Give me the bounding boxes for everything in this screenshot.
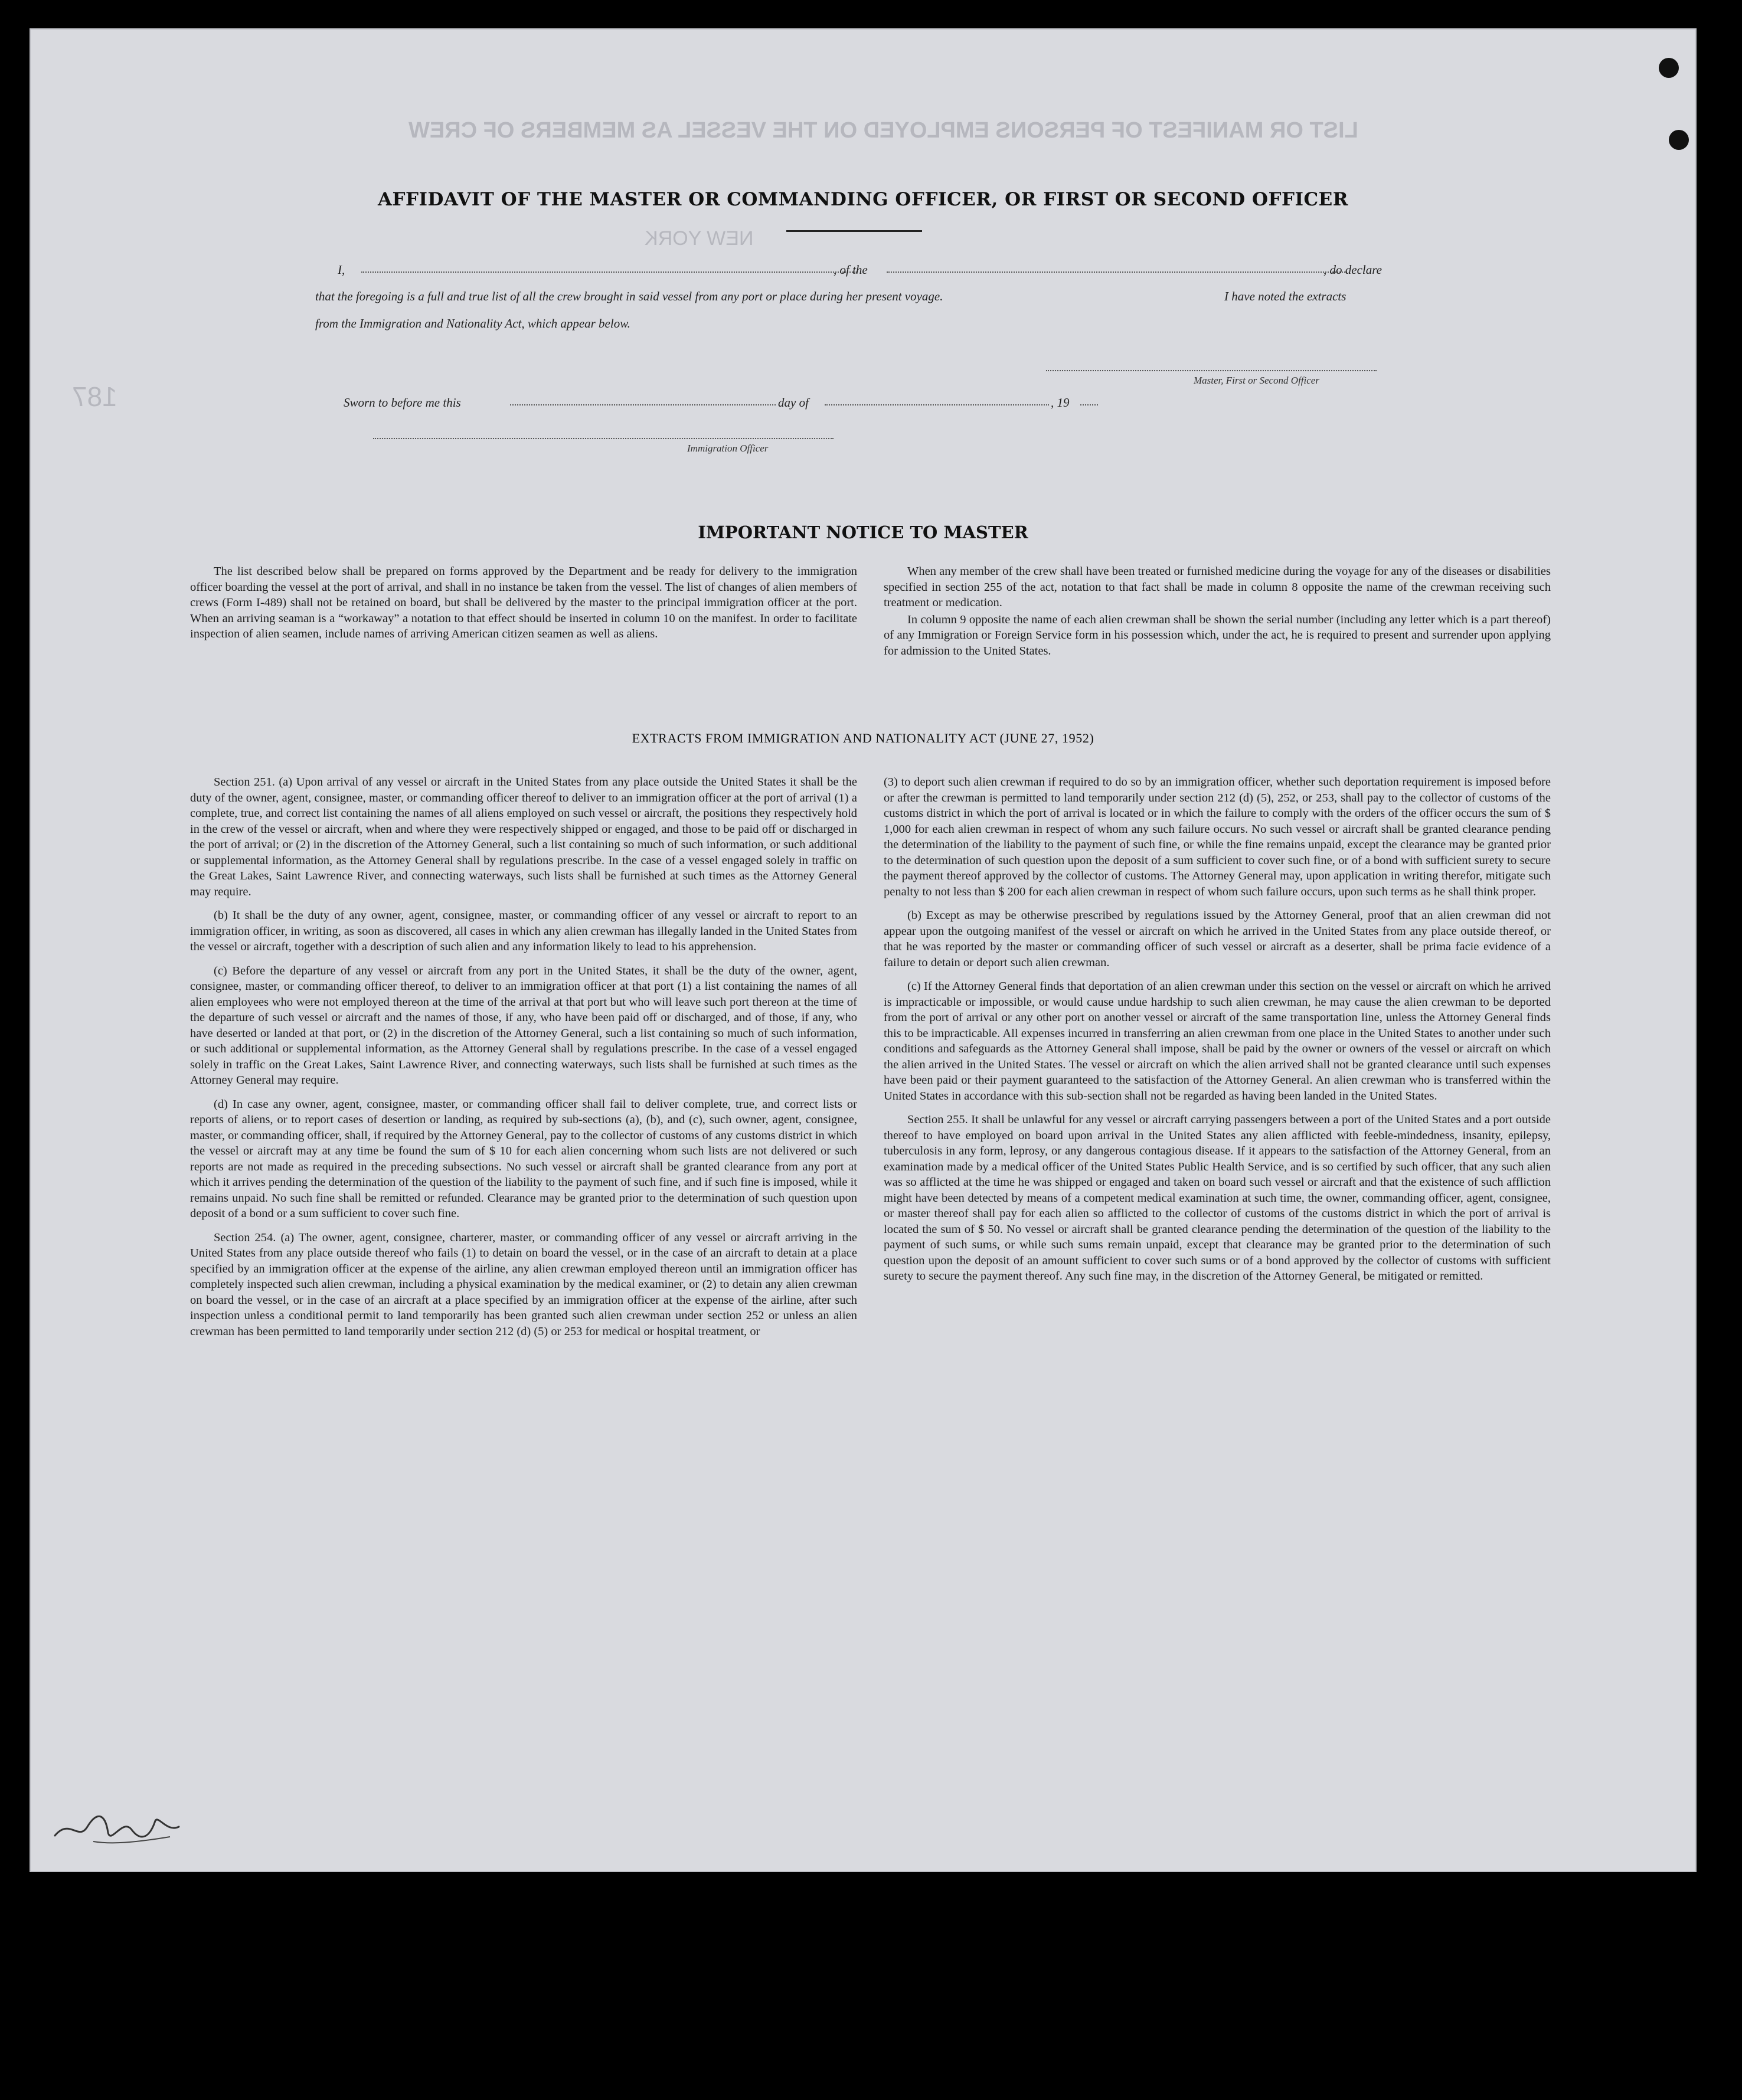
document-page: [30, 28, 1697, 1872]
affidavit-do-declare: , do declare: [1323, 263, 1382, 277]
affidavit-line-3: from the Immigration and Nationality Act, which appear below.: [315, 316, 630, 331]
section-254-c: (c) If the Attorney General finds that deportation of an alien crewman under this section on the vessel or aircraft on which he arrived is impracticable or impossible, or would cause undue hardship to such alien crewman, he may cause the alien crewman to be deported from the port of arrival or any other port on another vessel or aircraft of the same transportation line, unless the Attorney General finds this to be impracticable. All expenses incurred in transferring an alien crewman from one place in the United States to another under such conditions and safeguards as the Attorney General shall impose, shall be paid by the owner or owners of the vessel or aircraft on which the alien arrived in the United States. The vessel or aircraft on which the alien arrived shall not be granted clearance until such expenses have been paid or their payment guaranteed to the satisfaction of the Attorney General. An alien crewman who is transferred within the United States in accordance with this sub-section shall not be regarded as having been landed in the United States.: [884, 980, 1551, 1103]
bleed-through-port: NEW YORK: [645, 227, 754, 250]
bleed-through-margin-number: 187: [72, 381, 117, 412]
master-caption: Master, First or Second Officer: [1194, 375, 1319, 386]
notice-title: IMPORTANT NOTICE TO MASTER: [698, 522, 1028, 542]
immigration-officer-caption: Immigration Officer: [687, 443, 769, 454]
name-blank[interactable]: [361, 270, 857, 273]
notice-left-paragraph: The list described below shall be prepared on forms approved by the Department and be ready for delivery to the immigration officer boarding the vessel at the port of arrival, and shall in no instance be taken from the vessel. The list of changes of alien members of crews (Form I-489) shall not be retained on board, but shall be delivered by the master to the principal immigration officer at the port. When an arriving seaman is a “workaway” a notation to that effect should be inserted in column 10 on the manifest. In order to facilitate inspection of alien seamen, include names of arriving American citizen seamen as well as aliens.: [190, 565, 857, 640]
section-254-b: (b) Except as may be otherwise prescribed by regulations issued by the Attorney General, proof that an alien crewman did not appear upon the outgoing manifest of the vessel or aircraft on which he arrived in the United States from any place outside thereof, or that he was reported by the master or commanding officer of such vessel or aircraft as a deserter, shall be prima facie evidence of a failure to detain or deport such alien crewman.: [884, 909, 1551, 969]
affidavit-of-the: , of the: [834, 263, 868, 277]
notice-right-paragraph-1: When any member of the crew shall have been treated or furnished medicine during the voyage for any of the diseases or disabilities specified in section 255 of the act, notation to that fact shall be made in column 8 opposite the name of the crewman receiving such treatment or medication.: [884, 565, 1551, 609]
sworn-label: Sworn to before me this: [344, 395, 461, 410]
master-signature-line[interactable]: [1046, 369, 1377, 371]
extracts-left-column: [190, 774, 857, 1347]
bleed-through-header: LIST OR MANIFEST OF PERSONS EMPLOYED ON THE VESSEL AS MEMBERS OF CREW: [408, 118, 1358, 143]
punch-hole-middle: [1669, 130, 1689, 150]
day-of-label: day of: [778, 395, 809, 410]
section-254-a-continued: (3) to deport such alien crewman if required to do so by an immigration officer, whether such deportation requirement is imposed before or after the crewman is permitted to land temporarily under section 212 (d) (5), 252, or 253, shall pay to the collector of customs of the customs district in which the port of arrival is located or in which the failure to comply with the orders of the officer occurs the sum of $ 1,000 for each alien crewman in respect of whom any such failure occurs. No such vessel or aircraft shall be granted clearance pending the determination of the liability to the payment of such fine, or while the fine remains unpaid, except the clearance may be granted prior to the determination of such question upon the deposit of a sum sufficient to cover such fine, or of a bond with sufficient surety to secure the payment thereof approved by the collector of customs. The Attorney General may, upon application in writing therefor, mitigate such penalty to not less than $ 200 for each alien crewman in respect of whom such failure occurs, upon such terms as he shall think proper.: [884, 776, 1551, 898]
sworn-year-blank[interactable]: [1080, 403, 1098, 405]
section-251-d: (d) In case any owner, agent, consignee, master, or commanding officer shall fail to deliver complete, true, and correct lists or reports of aliens, or to report cases of desertion or landing, as required by sub-sections (a), (b), and (c), such owner, agent, consignee, master, or commanding officer, shall, if required by the Attorney General, pay to the collector of customs of any customs district in which the vessel or aircraft may at any time be found the sum of $ 10 for each alien concerning whom such lists are not delivered or such reports are not made as required in the preceding subsections. No such vessel or aircraft shall be granted clearance from any port at which it arrives pending the determination of the question of the liability to the payment of such fine, and if such fine is imposed, while it remains unpaid. No such fine shall be remitted or refunded. Clearance may be granted prior to the determination of such question upon deposit of a bond or a sum sufficient to cover such fine.: [190, 1097, 857, 1220]
notice-right-column: [884, 564, 1551, 667]
section-251-c: (c) Before the departure of any vessel or aircraft from any port in the United States, it shall be the duty of the owner, agent, consignee, master, or commanding officer thereof, to deliver to an immigration officer at that port (1) a list containing the names of all alien employees who were not employed thereon at the time of the arrival at that port but who will leave such port thereon at the time of the departure of such vessel or aircraft and the names of those, if any, who have been paid off or discharged, and of those, if any, who have deserted or landed at that port, or (2) in the discretion of the Attorney General, such a list containing so much of such information, or such additional or supplemental information, as the Attorney General shall by regulations prescribe. In the case of a vessel engaged solely in traffic on the Great Lakes, Saint Lawrence River, and connecting waterways, such lists shall be furnished at such times as the Attorney General may require.: [190, 964, 857, 1087]
extracts-title: EXTRACTS FROM IMMIGRATION AND NATIONALITY ACT (JUNE 27, 1952): [632, 731, 1094, 745]
section-251-b: (b) It shall be the duty of any owner, agent, consignee, master, or commanding officer of any vessel or aircraft to report to an immigration officer, in writing, as soon as discovered, all cases in which any alien crewman has illegally landed in the United States from the vessel or aircraft, together with a description of such alien and any information likely to lead to his apprehension.: [190, 909, 857, 953]
affidavit-extracts: I have noted the extracts: [1224, 289, 1346, 303]
section-251-a: Section 251. (a) Upon arrival of any vessel or aircraft in the United States from any place outside the United States it shall be the duty of the owner, agent, consignee, master, or commanding officer thereof to deliver to an immigration officer at the port of arrival (1) a complete, true, and correct list containing the names of all aliens employed on such vessel or aircraft, the positions they respectively hold in the crew of the vessel or aircraft, when and where they were respectively shipped or engaged, and those to be paid off or discharged in the port of arrival; or (2) in the discretion of the Attorney General, such a list containing so much of such information, or such additional or supplemental information, as the Attorney General shall by regulations prescribe. In the case of a vessel engaged solely in traffic on the Great Lakes, Saint Lawrence River, and connecting waterways, such lists shall be furnished at such times as the Attorney General may require.: [190, 776, 857, 898]
affidavit-title: AFFIDAVIT OF THE MASTER OR COMMANDING OFFICER, OR FIRST OR SECOND OFFICER: [377, 189, 1349, 210]
vessel-blank[interactable]: [887, 270, 1347, 273]
notice-right-paragraph-2: In column 9 opposite the name of each alien crewman shall be shown the serial number (including any letter which is a part thereof) of any Immigration or Foreign Service form in his possession which, under the act, he is required to present and surrender upon applying for admission to the United States.: [884, 613, 1551, 658]
punch-hole-top: [1659, 58, 1679, 78]
affidavit-i: I,: [338, 263, 345, 277]
sworn-month-blank[interactable]: [825, 403, 1049, 405]
notice-left-column: [190, 564, 857, 650]
section-255: Section 255. It shall be unlawful for any vessel or aircraft carrying passengers between a port of the United States and a port outside thereof to have employed on board upon arrival in the United States any alien afflicted with feeble-mindedness, insanity, epilepsy, tuberculosis in any form, leprosy, or any dangerous contagious disease. If it appears to the satisfaction of the Attorney General, from an examination made by a medical officer of the United States Public Health Service, and is so certified by such officer, that any such alien was so afflicted at the time he was shipped or engaged and taken on board such vessel or aircraft and that the existence of such affliction might have been detected by means of a competent medical examination at such time, the owner, commanding officer, agent, consignee, or master thereof shall pay for each alien so afflicted to the collector of customs of the customs district in which the port of arrival is located the sum of $ 50. No vessel or aircraft shall be granted clearance pending the determination of the question of the liability to the payment of such sums, or while such sums remain unpaid, except that clearance may be granted prior to the determination of such question upon the deposit of an amount sufficient to cover such sums or of a bond approved by the collector of customs with sufficient surety to secure the payment thereof. Any such fine may, in the discretion of the Attorney General, be mitigated or remitted.: [884, 1113, 1551, 1283]
handwritten-signature: [52, 1800, 182, 1853]
extracts-right-column: [884, 774, 1551, 1293]
officer-signature-line[interactable]: [373, 437, 834, 439]
title-rule: [786, 230, 922, 232]
sworn-day-blank[interactable]: [510, 403, 776, 405]
affidavit-line-2: that the foregoing is a full and true list of all the crew brought in said vessel from any port or place during her present voyage.: [315, 289, 943, 303]
section-254-a: Section 254. (a) The owner, agent, consignee, charterer, master, or commanding officer of any vessel or aircraft arriving in the United States from any place outside thereof who fails (1) to detain on board the vessel, or in the case of an aircraft to detain at a place specified by an immigration officer at the expense of the airline, any alien crewman employed thereon until an immigration officer has completely inspected such alien crewman, including a physical examination by the medical examiner, or (2) to detain any alien crewman on board the vessel, or in the case of an aircraft at a place specified by an immigration officer at the expense of the airline, after such inspection unless a conditional permit to land temporarily has been granted such alien crewman under section 252 or unless an alien crewman has been permitted to land temporarily under section 212 (d) (5) or 253 for medical or hospital treatment, or: [190, 1231, 857, 1338]
year-label: , 19: [1051, 395, 1070, 410]
